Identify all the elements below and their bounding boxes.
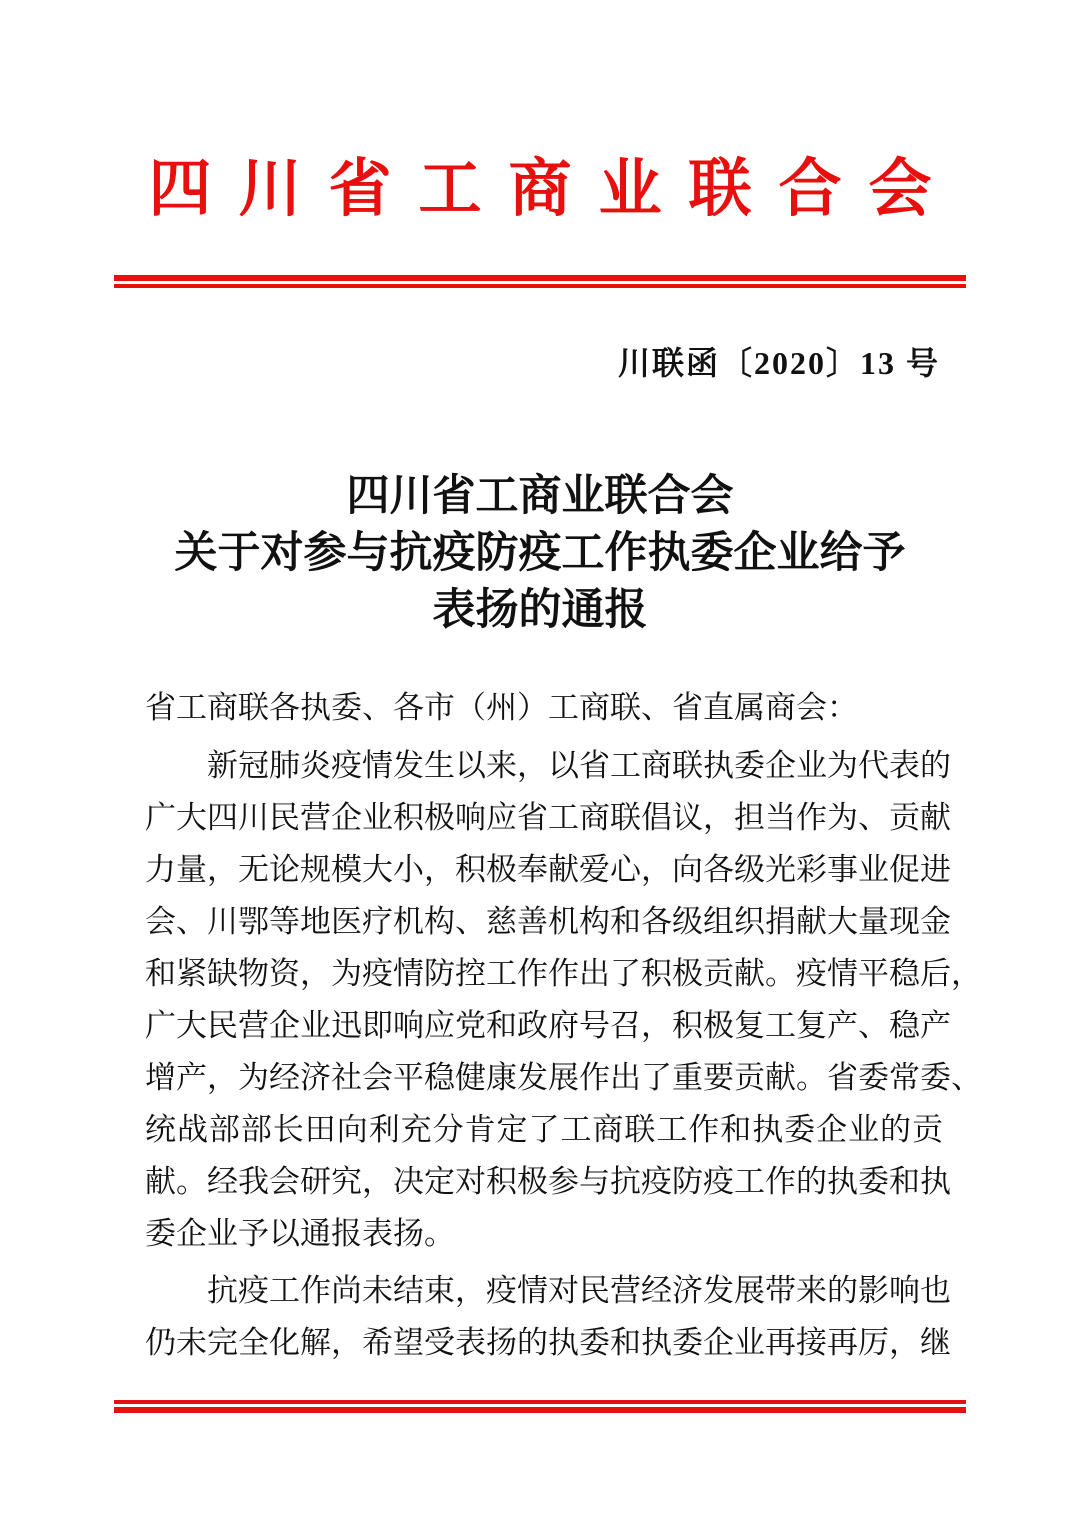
document-number: 川联函〔2020〕13 号 — [617, 345, 940, 381]
body-line: 献。经我会研究，决定对积极参与抗疫防疫工作的执委和执 — [145, 1164, 951, 1199]
notice-title — [0, 468, 1080, 639]
notice-title-line-1: 四川省工商业联合会 — [346, 473, 734, 520]
body-line: 统战部部长田向利充分肯定了工商联工作和执委企业的贡 — [145, 1112, 943, 1147]
body-line: 仍未完全化解，希望受表扬的执委和执委企业再接再厉，继 — [145, 1325, 951, 1360]
notice-title-line-3: 表扬的通报 — [432, 587, 648, 634]
letterhead-title: 四川省工商业联合会 — [148, 154, 959, 224]
body-line: 会、川鄂等地医疗机构、慈善机构和各级组织捐献大量现金 — [145, 904, 951, 939]
rule-thin-bar — [114, 284, 966, 288]
body-line: 力量，无论规模大小，积极奉献爱心，向各级光彩事业促进 — [145, 852, 951, 887]
footer-double-rule — [114, 1400, 966, 1413]
body-line: 委企业予以通报表扬。 — [145, 1216, 455, 1251]
body-line: 增产，为经济社会平稳健康发展作出了重要贡献。省委常委、 — [145, 1060, 982, 1095]
notice-body — [145, 682, 982, 1369]
body-line: 广大民营企业迅即响应党和政府号召，积极复工复产、稳产 — [145, 1008, 951, 1043]
body-line: 新冠肺炎疫情发生以来，以省工商联执委企业为代表的 — [207, 748, 951, 783]
letterhead-double-rule — [114, 275, 966, 288]
body-line: 广大四川民营企业积极响应省工商联倡议，担当作为、贡献 — [145, 800, 951, 835]
notice-title-line-2: 关于对参与抗疫防疫工作执委企业给予 — [174, 530, 906, 577]
rule-thick-bar — [114, 1407, 966, 1413]
body-line: 和紧缺物资，为疫情防控工作作出了积极贡献。疫情平稳后， — [145, 956, 982, 991]
salutation-line: 省工商联各执委、各市（州）工商联、省直属商会： — [145, 690, 858, 725]
body-line: 抗疫工作尚未结束，疫情对民营经济发展带来的影响也 — [207, 1273, 951, 1308]
